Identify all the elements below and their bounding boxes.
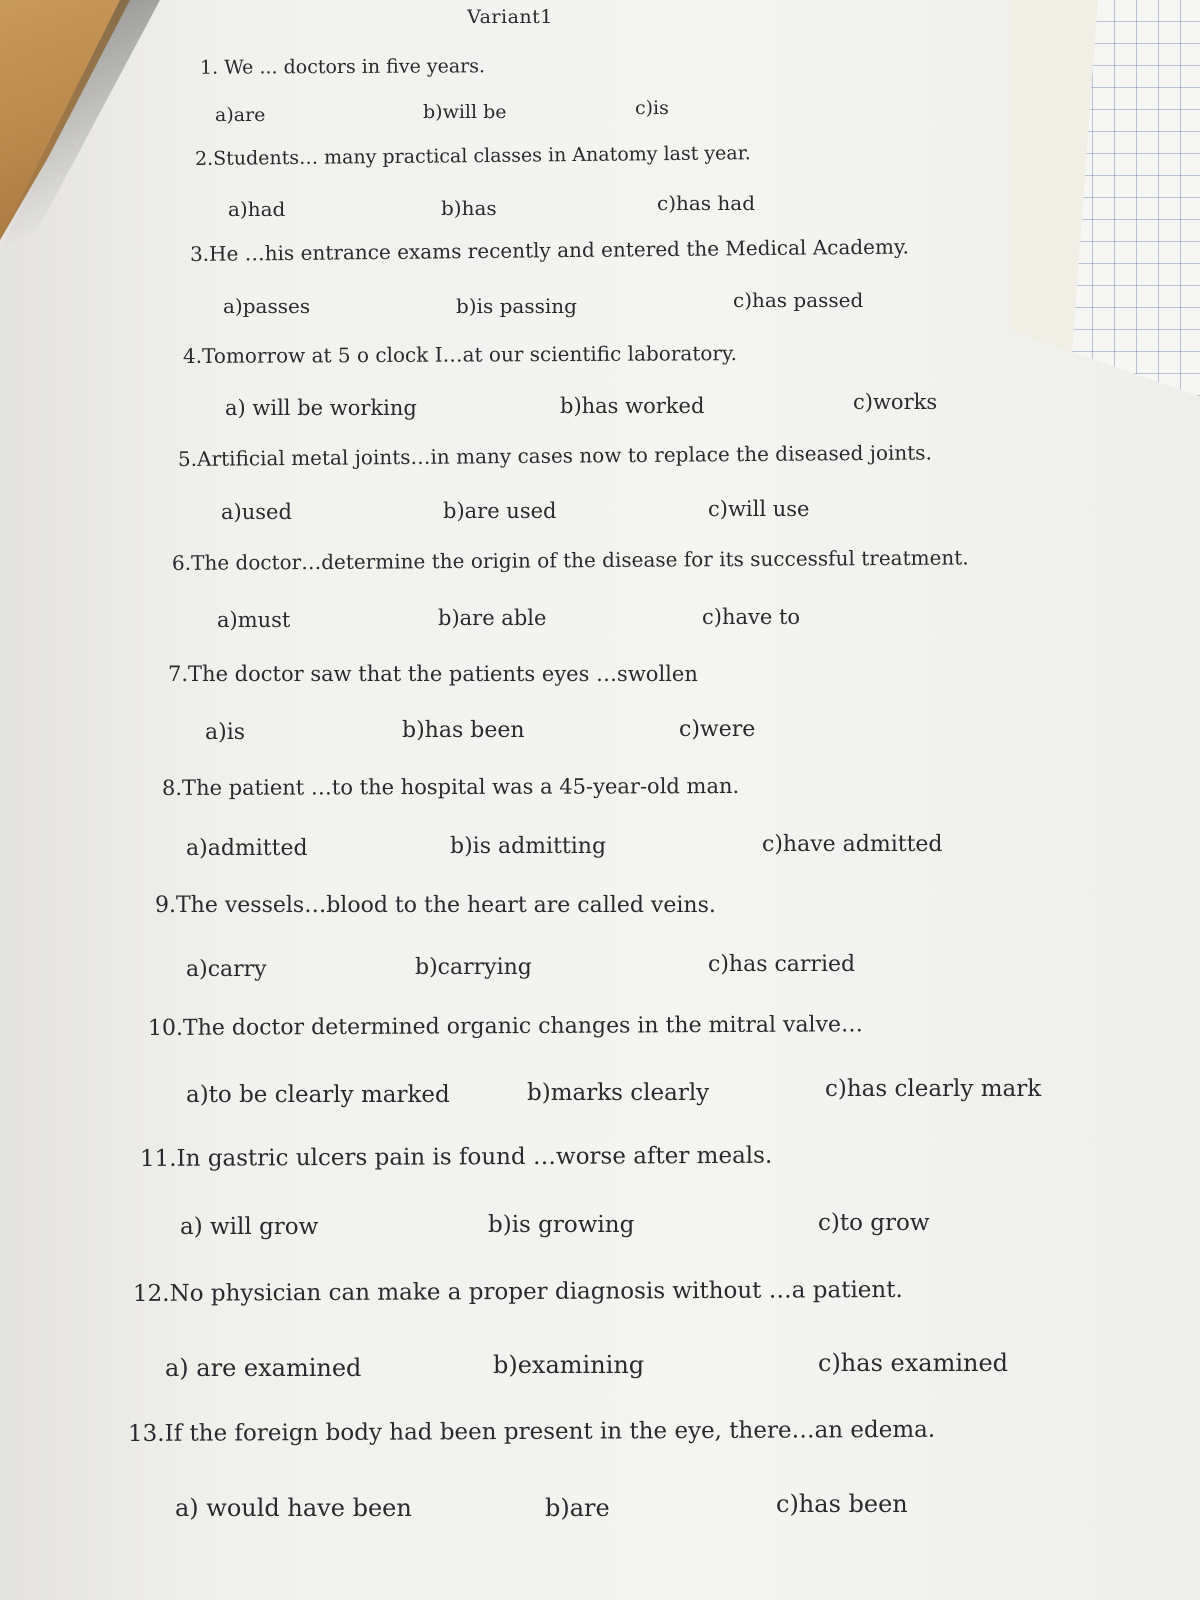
question-13: 13.If the foreign body had been present in the eye, there…an edema. — [127, 1416, 936, 1447]
option-3b: b)is passing — [456, 294, 577, 318]
option-2b: b)has — [441, 196, 497, 220]
option-4a: a) will be working — [225, 396, 417, 420]
question-10: 10.The doctor determined organic changes in the mitral valve… — [147, 1012, 864, 1041]
option-7a: a)is — [205, 720, 246, 745]
option-3a: a)passes — [223, 294, 311, 318]
grid-paper — [1070, 0, 1200, 400]
option-12a: a) are examined — [165, 1354, 362, 1382]
question-8: 8.The patient …to the hospital was a 45-year-old man. — [161, 773, 740, 800]
option-5a: a)used — [221, 500, 292, 524]
option-4b: b)has worked — [560, 394, 705, 418]
option-1a: a)are — [215, 104, 266, 126]
question-7: 7.The doctor saw that the patients eyes …swollen — [168, 662, 698, 686]
option-11b: b)is growing — [488, 1212, 635, 1238]
question-2: 2.Students… many practical classes in Anatomy last year. — [194, 142, 751, 170]
option-1c: c)is — [635, 97, 669, 119]
option-5c: c)will use — [708, 497, 810, 521]
question-6: 6.The doctor…determine the origin of the disease for its successful treatment. — [171, 545, 969, 575]
option-10a: a)to be clearly marked — [186, 1082, 450, 1108]
option-11c: c)to grow — [818, 1210, 930, 1236]
question-12: 12.No physician can make a proper diagnosis without …a patient. — [132, 1276, 903, 1307]
option-4c: c)works — [853, 390, 938, 414]
option-12b: b)examining — [493, 1351, 645, 1379]
option-6c: c)have to — [702, 605, 801, 629]
option-5b: b)are used — [443, 499, 557, 523]
option-10b: b)marks clearly — [527, 1080, 710, 1106]
option-13a: a) would have been — [175, 1494, 412, 1522]
option-6b: b)are able — [438, 606, 547, 630]
question-4: 4.Tomorrow at 5 o clock I…at our scientific laboratory. — [182, 341, 737, 368]
option-9a: a)carry — [186, 957, 267, 982]
option-13c: c)has been — [776, 1490, 908, 1518]
option-11a: a) will grow — [180, 1214, 319, 1240]
option-10c: c)has clearly mark — [825, 1076, 1042, 1102]
option-7b: b)has been — [402, 718, 525, 743]
question-1: 1. We ... doctors in five years. — [199, 55, 486, 79]
question-9: 9.The vessels…blood to the heart are called veins. — [155, 893, 716, 918]
option-13b: b)are — [545, 1494, 610, 1522]
option-8a: a)admitted — [186, 836, 308, 861]
option-7c: c)were — [679, 717, 756, 742]
option-8b: b)is admitting — [450, 834, 607, 859]
variant-title: Variant1 — [467, 6, 553, 28]
question-5: 5.Artificial metal joints…in many cases now to replace the diseased joints. — [177, 440, 932, 471]
option-12c: c)has examined — [818, 1349, 1009, 1377]
option-9c: c)has carried — [708, 952, 856, 977]
question-11: 11.In gastric ulcers pain is found …worse after meals. — [139, 1142, 773, 1172]
option-9b: b)carrying — [415, 955, 532, 980]
option-1b: b)will be — [423, 101, 507, 123]
option-2c: c)has had — [657, 191, 756, 215]
question-3: 3.He …his entrance exams recently and entered the Medical Academy. — [189, 234, 910, 266]
option-3c: c)has passed — [733, 288, 864, 312]
option-8c: c)have admitted — [762, 832, 943, 857]
option-2a: a)had — [228, 197, 286, 221]
option-6a: a)must — [217, 608, 291, 632]
